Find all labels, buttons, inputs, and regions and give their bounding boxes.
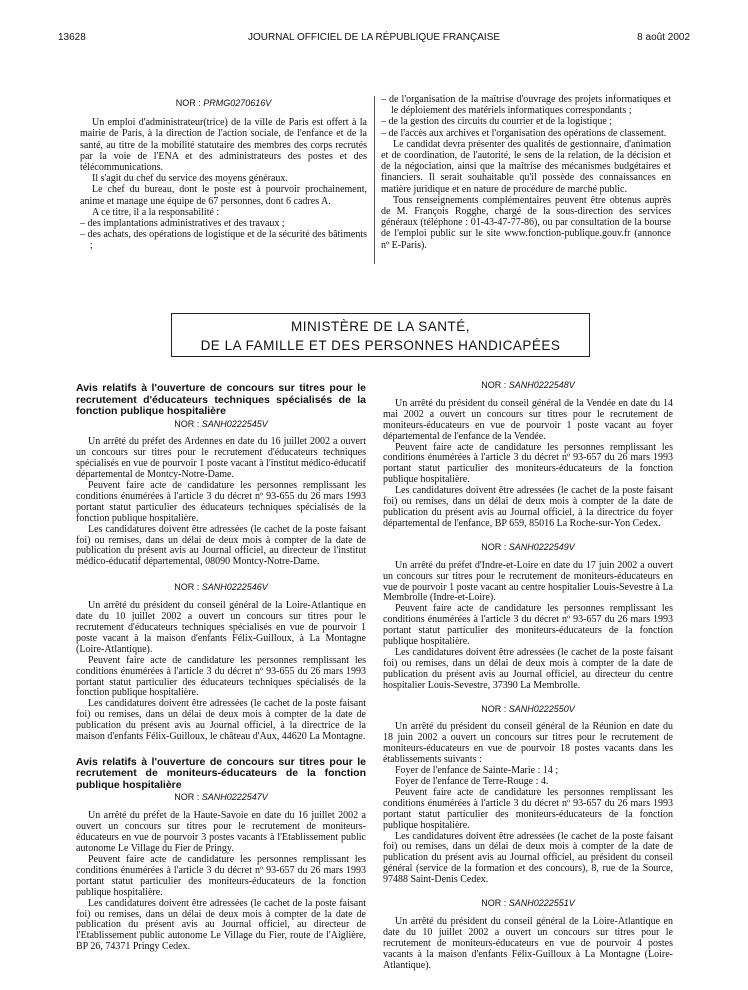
paragraph: Peuvent faire acte de candidature les personnes remplissant les conditions énumérées à l'article 3 du décret nº 93-655 du 26 mars 1993 portant statut particulier des éducateurs techniques spécialisés de la fonction publique hospitalière. <box>76 480 366 524</box>
paragraph: Peuvent faire acte de candidature les personnes remplissant les conditions énumérées à l'article 3 du décret nº 93-657 du 26 mars 1993 portant statut particulier des moniteurs-éducateurs de la fonction publique hospitalière. <box>76 854 366 898</box>
paragraph: Peuvent faire acte de candidature les personnes remplissant les conditions énumérées à l'article 3 du décret nº 93-657 du 26 mars 1993 portant statut particulier des moniteurs-éducateurs de la fonction publique hospitalière. <box>383 603 673 648</box>
list-item: – de l'organisation de la maîtrise d'ouvrage des projets informatiques et le déploiement des matériels informatiques correspondants ; <box>381 94 671 117</box>
paragraph: Un arrêté du président du conseil général de la Loire-Atlantique en date du 10 juillet 2002 a ouvert un concours sur titres pour le recrutement de moniteurs-éducateurs en vue de pourvoir 4 postes vacants à la maison d'enfants Félix-Guilloux à La Montagne (Loire-Atlantique). <box>383 915 673 971</box>
paragraph: Les candidatures doivent être adressées (le cachet de la poste faisant foi) ou remises, dans un délai de deux mois à compter de la date de publication du présent avis au Journal officiel, à la directrice du foyer départemental de l'enfance, BP 659, 85016 La Roche-sur-Yon Cedex. <box>383 485 673 529</box>
paragraph: Un arrêté du président du conseil général de la Vendée en date du 14 mai 2002 a ouvert un concours sur titres pour le recrutement de moniteurs-éducateurs en vue de pourvoir 1 poste vacant au foyer départemental de l'enfance de la Vendée. <box>383 397 673 442</box>
paragraph: Un arrêté du président du conseil général de la Loire-Atlantique en date du 10 juillet 2002 a ouvert un concours sur titres pour le recrutement d'éducateurs techniques spécialisés en vue de pourvoir 1 poste vacant à la maison d'enfants Félix-Guilloux, à La Montagne (Loire-Atlantique). <box>76 600 366 655</box>
list-item: Foyer de l'enfance de Terre-Rouge : 4. <box>395 776 549 787</box>
paragraph: Peuvent faire acte de candidature les personnes remplissant les conditions énumérées à l'article 3 du décret nº 93-655 du 26 mars 1993 portant statut particulier des éducateurs techniques spécialisés de la fonction publique hospitalière. <box>76 654 366 699</box>
section-title: Avis relatifs à l'ouverture de concours sur titres pour le recrutement d'éducateurs techniques spécialisés de la fonction publique hospitalière <box>76 382 366 417</box>
paragraph: Les candidatures doivent être adressées (le cachet de la poste faisant foi) ou remises, dans un délai de deux mois à compter de la date de publication du présent avis au Journal officiel, au directeur de l'institut médico-éducatif départemental, 08090 Montcy-Notre-Dame. <box>76 523 366 568</box>
top-right-notice <box>381 94 671 251</box>
ministry-heading <box>171 313 590 357</box>
nor-reference: NOR : SANH0222548V <box>481 380 575 390</box>
nor-reference: NOR : SANH0222550V <box>481 703 575 714</box>
ministry-line-1: MINISTÈRE DE LA SANTÉ, <box>290 319 471 334</box>
right-column <box>383 380 673 972</box>
nor-reference: NOR : SANH0222549V <box>481 541 575 552</box>
column-divider <box>374 96 375 264</box>
left-column <box>76 383 366 953</box>
paragraph: Un arrêté du préfet d'Indre-et-Loire en date du 17 juin 2002 a ouvert un concours sur titres pour le recrutement de moniteurs-éducateurs en vue de pourvoir 1 poste vacant au centre hospitalier Louis-Sevestre à La Membrolle (Indre-et-Loire). <box>383 559 673 604</box>
paragraph: Les candidatures doivent être adressées (le cachet de la poste faisant foi) ou remises, dans un délai de deux mois à compter de la date de publication du présent avis au Journal officiel, au directeur du centre hospitalier Louis-Sevestre, 37390 La Membrolle. <box>383 646 673 691</box>
paragraph: Un arrêté du préfet des Ardennes en date du 16 juillet 2002 a ouvert un concours sur titres pour le recrutement d'éducateurs techniques spécialisés en vue de pourvoir 1 poste vacant à l'institut médico-éducatif départemental de Montcy-Notre-Dame. <box>76 436 366 481</box>
nor-reference: NOR : SANH0222546V <box>174 582 268 593</box>
paragraph: Les candidatures doivent être adressées (le cachet de la poste faisant foi) ou remises, dans un délai de deux mois à compter de la date de publication du présent avis au Journal officiel, au directeur de l'Etablissement public autonome Le Village du Fier, route de l'Aiglière, BP 26, 74371 Pringy Cedex. <box>76 897 366 953</box>
nor-reference: NOR : SANH0222545V <box>174 418 268 429</box>
list-item: – de l'accès aux archives et l'organisation des opérations de classement. <box>381 127 667 139</box>
ministry-line-2: DE LA FAMILLE ET DES PERSONNES HANDICAPÉES <box>200 338 561 353</box>
paragraph: Peuvent faire acte de candidature les personnes remplissant les conditions énumérées à l'article 3 du décret nº 93-657 du 26 mars 1993 portant statut particulier des moniteurs-éducateurs de la fonction publique hospitalière. <box>383 786 673 831</box>
nor-reference: NOR : SANH0222547V <box>174 792 268 803</box>
nor-reference: NOR : PRMG0270616V <box>175 98 272 108</box>
section-title: Avis relatifs à l'ouverture de concours sur titres pour le recrutement de moniteurs-éducateurs de la fonction publique hospitalière <box>76 755 366 791</box>
list-item: Foyer de l'enfance de Sainte-Marie : 14 ; <box>395 765 559 777</box>
paragraph: Un arrêté du préfet de la Haute-Savoie en date du 16 juillet 2002 a ouvert un concours sur titres pour le recrutement de moniteurs-éducateurs en vue de pourvoir 3 postes vacants à l'Etablissement public autonome Le Village du Fier de Pringy. <box>76 810 366 855</box>
journal-title: JOURNAL OFFICIEL DE LA RÉPUBLIQUE FRANÇAISE <box>247 32 501 43</box>
list-item: – des achats, des opérations de logistique et de la sécurité des bâtiments ; <box>80 229 367 252</box>
page-date: 8 août 2002 <box>637 32 690 43</box>
list-item: – de la gestion des circuits du courrier et de la logistique ; <box>381 116 613 128</box>
top-left-notice <box>80 92 367 252</box>
paragraph: Les candidatures doivent être adressées (le cachet de la poste faisant foi) ou remises, dans un délai de deux mois à compter de la date de publication du présent avis au Journal officiel, au président du conseil général (service de la formation et des concours), 8, rue de la Source, 97488 Saint-Denis Cedex. <box>383 830 673 886</box>
paragraph: Un emploi d'administrateur(trice) de la ville de Paris est offert à la mairie de Paris, à la direction de l'action sociale, de l'enfance et de la santé, au titre de la mobilité statutaire des membres des corps recrutés par la voie de l'ENA et des administrateurs des postes et des télécommunications. <box>80 117 367 174</box>
page-number: 13628 <box>58 32 86 43</box>
paragraph: Un arrêté du président du conseil général de la Réunion en date du 18 juin 2002 a ouvert un concours sur titres pour le recrutement de moniteurs-éducateurs en vue de pourvoir 18 postes vacants dans les établissements suivants : <box>383 721 673 766</box>
paragraph: A ce titre, il a la responsabilité : <box>92 206 220 218</box>
nor-reference: NOR : SANH0222551V <box>481 898 575 909</box>
paragraph: Le chef du bureau, dont le poste est à pourvoir prochainement, anime et manage une équipe de 67 personnes, dont 6 cadres A. <box>80 184 367 207</box>
paragraph: Tous renseignements complémentaires peuvent être obtenus auprès de M. François Rogghe, chargé de la sous-direction des services généraux (téléphone : 01-43-47-77-86), ou par consultation de la bourse de l'emploi public sur le site www.fonction-publique.gouv.fr (annonce nº E-Paris). <box>381 194 671 251</box>
paragraph: Il s'agit du chef du service des moyens généraux. <box>92 173 288 185</box>
paragraph: Les candidatures doivent être adressées (le cachet de la poste faisant foi) ou remises, dans un délai de deux mois à compter de la date de publication du présent avis au Journal officiel, à la directrice de la maison d'enfants Félix-Guilloux, le château d'Aux, 44620 La Montagne. <box>76 698 366 743</box>
paragraph: Le candidat devra présenter des qualités de gestionnaire, d'animation et de coordination, de l'autorité, le sens de la relation, de la décision et de la négociation, ainsi que la maîtrise des mécanismes budgétaires et financiers. Il serait souhaitable qu'il possède des connaissances en matière juridique et en nature de procédure de marché public. <box>381 138 671 195</box>
list-item: – des implantations administratives et des travaux ; <box>80 218 285 230</box>
paragraph: Peuvent faire acte de candidature les personnes remplissant les conditions énumérées à l'article 3 du décret nº 93-657 du 26 mars 1993 portant statut particulier des moniteurs-éducateurs de la fonction publique hospitalière. <box>383 441 673 486</box>
